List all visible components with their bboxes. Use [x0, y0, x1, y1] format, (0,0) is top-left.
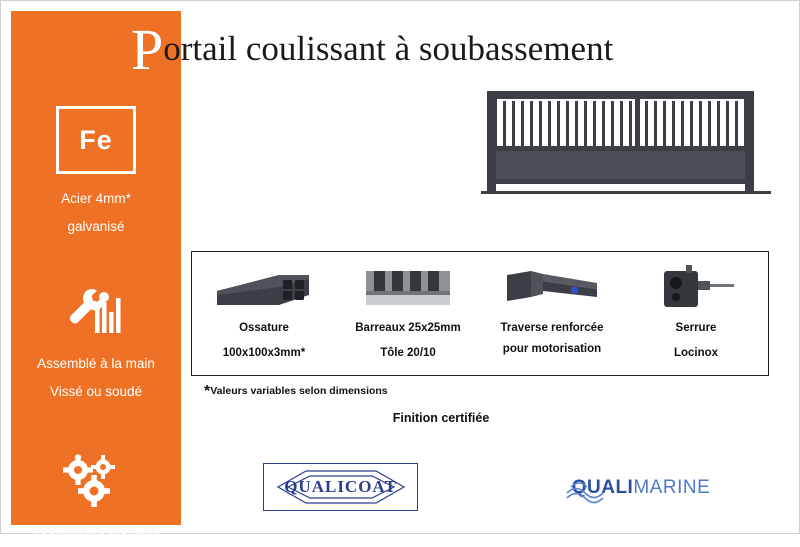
sliding-gate-illustration — [481, 89, 771, 209]
material-line-1: Acier 4mm* — [61, 191, 131, 206]
specs-box — [191, 251, 769, 376]
spec-label-serrure — [674, 320, 718, 363]
qualimarine-bold: QUALI — [571, 477, 634, 498]
wrench-tools-icon — [11, 285, 181, 339]
footnote — [204, 383, 388, 401]
qualicoat-logo — [263, 463, 418, 511]
material-badge-label: Fe — [79, 124, 113, 155]
material-badge — [56, 106, 136, 174]
left-sidebar — [11, 11, 181, 544]
spec-label-barreaux — [355, 320, 461, 363]
spec-traverse-line1: Traverse renforcée — [500, 322, 604, 334]
footnote-star: * — [204, 383, 211, 400]
spec-traverse-line2: pour motorisation — [502, 343, 602, 356]
assembly-line-2: Vissé ou soudé — [49, 383, 143, 399]
page-title — [131, 17, 614, 82]
spec-serrure-line2: Locinox — [673, 347, 719, 360]
spec-cell-barreaux — [336, 252, 480, 375]
spec-barreaux-line1: Barreaux 25x25mm — [355, 322, 461, 334]
motorisation-crossbar-icon — [497, 260, 607, 316]
title-rest: ortail coulissant à soubassement — [163, 29, 614, 68]
qualimarine-logo — [561, 467, 721, 509]
spec-serrure-line1: Serrure — [675, 322, 717, 334]
assembly-line-1: Assemblé à la main — [37, 355, 155, 371]
spec-ossature-line2: 100x100x3mm* — [222, 347, 306, 360]
title-drop-cap: P — [131, 17, 164, 82]
footnote-text: Valeurs variables selon dimensions — [210, 385, 388, 397]
qualimarine-light: MARINE — [633, 477, 711, 498]
accessories-line-1: Accessoires robustes — [31, 528, 161, 544]
spec-cell-traverse — [480, 252, 624, 375]
spec-cell-ossature — [192, 252, 336, 375]
spec-label-ossature — [223, 320, 306, 363]
qualicoat-logo-text: QUALICOAT — [284, 477, 397, 496]
spec-ossature-line1: Ossature — [239, 322, 289, 334]
lock-icon — [646, 260, 746, 316]
spec-barreaux-line2: Tôle 20/10 — [380, 347, 436, 360]
gears-icon — [11, 453, 181, 511]
certification-caption: Finition certifiée — [392, 411, 490, 425]
bars-sheet-icon — [358, 260, 458, 316]
material-line-2: galvanisé — [67, 219, 125, 235]
spec-label-traverse — [501, 320, 604, 359]
frame-profile-icon — [209, 260, 319, 316]
spec-cell-serrure — [624, 252, 768, 375]
